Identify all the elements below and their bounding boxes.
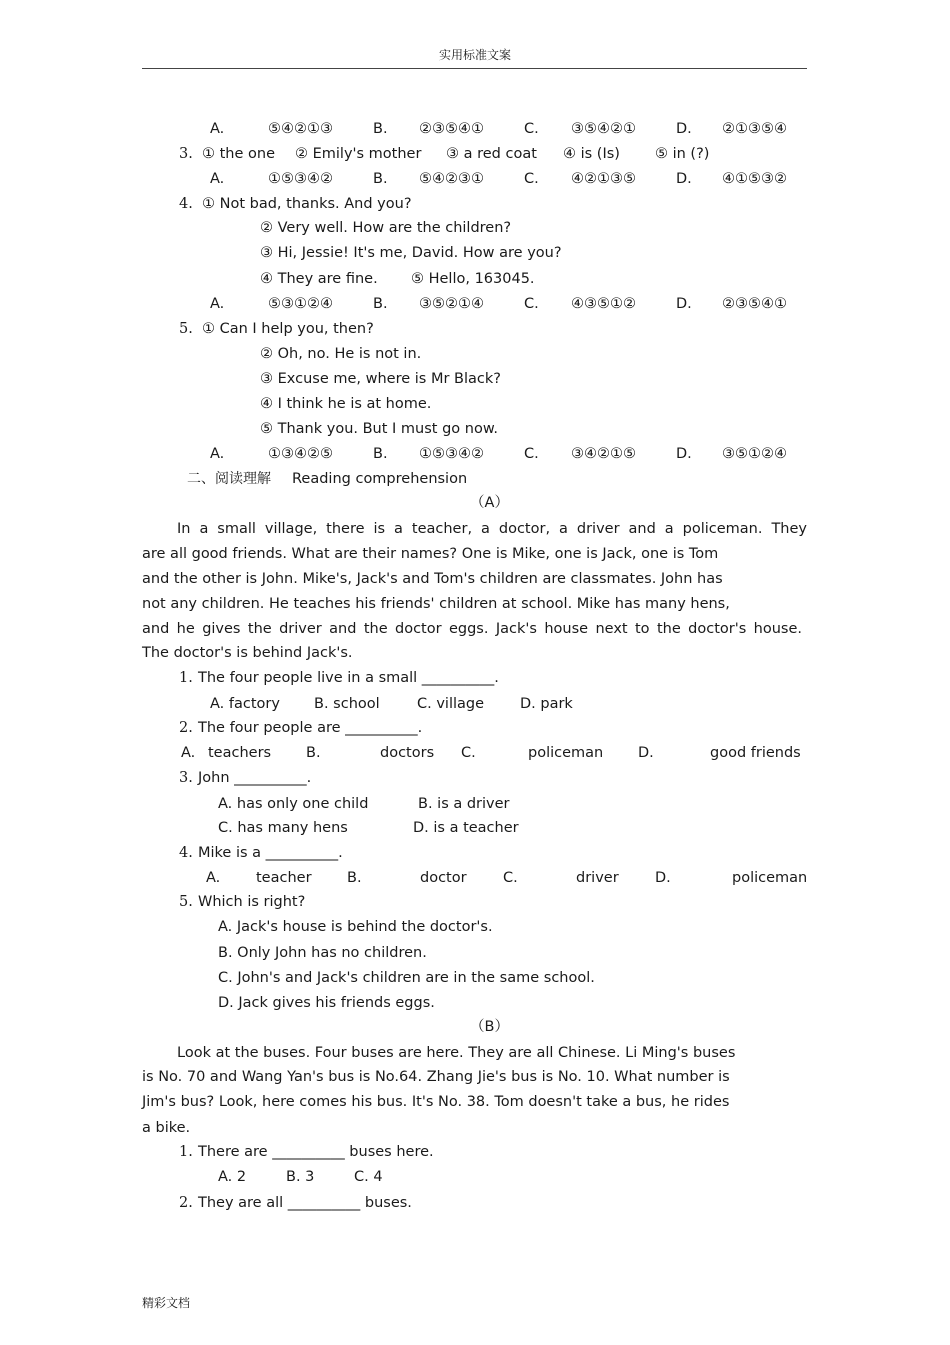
section-title-en: Reading comprehension	[292, 471, 468, 487]
answer-option-text: good friends	[710, 745, 801, 761]
option-value: ⑤③①②④	[268, 296, 333, 312]
option-label: A.	[210, 121, 225, 137]
question-stem: There are __________ buses here.	[198, 1144, 434, 1160]
q3-item: ① the one	[202, 146, 275, 162]
dialogue-line: ② Oh, no. He is not in.	[260, 346, 422, 362]
question-stem: The four people are __________.	[198, 720, 423, 736]
dialogue-line: ① Not bad, thanks. And you?	[202, 196, 412, 212]
option-value: ②③⑤④①	[419, 121, 484, 137]
passage-line: Look at the buses. Four buses are here. They are all Chinese. Li Ming's buses	[177, 1045, 736, 1061]
passage-line: and the other is John. Mike's, Jack's and Tom's children are classmates. John has	[142, 571, 723, 587]
option-label: B.	[373, 171, 388, 187]
option-label: C.	[524, 446, 539, 462]
passage-a-label: （A）	[470, 495, 509, 511]
passage-line: are all good friends. What are their names? One is Mike, one is Jack, one is Tom	[142, 546, 719, 562]
answer-option-text: policeman	[528, 745, 604, 761]
question-number: 2.	[179, 1195, 193, 1211]
dialogue-line: ④ They are fine.	[260, 271, 378, 287]
question-number: 4.	[179, 196, 193, 212]
option-value: ③⑤④②①	[571, 121, 636, 137]
option-value: ④③⑤①②	[571, 296, 636, 312]
answer-option-label: A.	[206, 870, 221, 886]
option-value: ①⑤③④②	[419, 446, 484, 462]
passage-line: not any children. He teaches his friends' children at school. Mike has many hens,	[142, 596, 730, 612]
answer-option: A. 2	[218, 1169, 247, 1185]
option-label: D.	[676, 296, 692, 312]
answer-option-label: D.	[638, 745, 654, 761]
page-header: 实用标准文案	[438, 48, 511, 62]
option-value: ④②①③⑤	[571, 171, 636, 187]
question-stem: John __________.	[198, 770, 312, 786]
dialogue-line: ⑤ Thank you. But I must go now.	[260, 421, 498, 437]
q3-item: ⑤ in (?)	[655, 146, 710, 162]
question-number: 5.	[179, 321, 193, 337]
question-number: 5.	[179, 894, 193, 910]
option-value: ⑤④②①③	[268, 121, 333, 137]
answer-option: B. is a driver	[418, 796, 510, 812]
answer-option: B. 3	[286, 1169, 315, 1185]
answer-option-label: D.	[655, 870, 671, 886]
option-label: B.	[373, 296, 388, 312]
passage-line: is No. 70 and Wang Yan's bus is No.64. Zhang Jie's bus is No. 10. What number is	[142, 1069, 730, 1085]
option-value: ⑤④②③①	[419, 171, 484, 187]
answer-option: A. Jack's house is behind the doctor's.	[218, 919, 493, 935]
answer-option-label: B.	[306, 745, 321, 761]
answer-option: A. factory	[210, 696, 280, 712]
option-label: D.	[676, 121, 692, 137]
q3-item: ④ is (Is)	[563, 146, 620, 162]
option-label: D.	[676, 446, 692, 462]
answer-option: B. school	[314, 696, 380, 712]
question-number: 2.	[179, 720, 193, 736]
question-number: 1.	[179, 1144, 193, 1160]
option-value: ①⑤③④②	[268, 171, 333, 187]
passage-line: Jim's bus? Look, here comes his bus. It's No. 38. Tom doesn't take a bus, he rides	[142, 1094, 730, 1110]
answer-option-label: C.	[461, 745, 476, 761]
dialogue-line: ④ I think he is at home.	[260, 396, 432, 412]
header-rule	[142, 68, 807, 69]
q3-item: ③ a red coat	[446, 146, 537, 162]
question-stem: They are all __________ buses.	[198, 1195, 412, 1211]
section-title-cn: 二、阅读理解	[187, 471, 271, 487]
answer-option-text: driver	[576, 870, 619, 886]
option-value: ④①⑤③②	[722, 171, 787, 187]
answer-option: D. park	[520, 696, 573, 712]
q3-item: ② Emily's mother	[295, 146, 422, 162]
answer-option: C. John's and Jack's children are in the same school.	[218, 970, 595, 986]
answer-option-text: policeman	[732, 870, 808, 886]
option-value: ①③④②⑤	[268, 446, 333, 462]
answer-option: C. has many hens	[218, 820, 348, 836]
option-value: ③④②①⑤	[571, 446, 636, 462]
option-value: ③⑤②①④	[419, 296, 484, 312]
dialogue-line: ⑤ Hello, 163045.	[411, 271, 535, 287]
question-number: 3.	[179, 770, 193, 786]
question-stem: The four people live in a small __________.	[198, 670, 499, 686]
answer-option-text: doctors	[380, 745, 435, 761]
question-stem: Which is right?	[198, 894, 306, 910]
option-label: C.	[524, 171, 539, 187]
answer-option-text: teachers	[208, 745, 272, 761]
answer-option: A. has only one child	[218, 796, 369, 812]
option-label: A.	[210, 296, 225, 312]
dialogue-line: ③ Excuse me, where is Mr Black?	[260, 371, 501, 387]
option-label: A.	[210, 171, 225, 187]
dialogue-line: ② Very well. How are the children?	[260, 220, 512, 236]
answer-option: D. Jack gives his friends eggs.	[218, 995, 435, 1011]
passage-line: and he gives the driver and the doctor eggs. Jack's house next to the doctor's house.	[142, 621, 802, 637]
passage-line: a bike.	[142, 1120, 191, 1136]
page-footer: 精彩文档	[142, 1296, 191, 1310]
question-stem: Mike is a __________.	[198, 845, 343, 861]
question-number: 4.	[179, 845, 193, 861]
option-value: ②①③⑤④	[722, 121, 787, 137]
passage-b-label: （B）	[470, 1019, 509, 1035]
answer-option: C. 4	[354, 1169, 383, 1185]
passage-line: In a small village, there is a teacher, a doctor, a driver and a policeman. They	[177, 521, 807, 537]
option-value: ③⑤①②④	[722, 446, 787, 462]
answer-option-label: A.	[181, 745, 196, 761]
answer-option-text: doctor	[420, 870, 467, 886]
answer-option-label: C.	[503, 870, 518, 886]
answer-option: B. Only John has no children.	[218, 945, 427, 961]
option-label: A.	[210, 446, 225, 462]
answer-option-label: B.	[347, 870, 362, 886]
option-value: ②③⑤④①	[722, 296, 787, 312]
answer-option-text: teacher	[256, 870, 312, 886]
dialogue-line: ① Can I help you, then?	[202, 321, 374, 337]
answer-option: C. village	[417, 696, 485, 712]
option-label: B.	[373, 446, 388, 462]
question-number: 3.	[179, 146, 193, 162]
option-label: B.	[373, 121, 388, 137]
option-label: C.	[524, 121, 539, 137]
option-label: C.	[524, 296, 539, 312]
option-label: D.	[676, 171, 692, 187]
answer-option: D. is a teacher	[413, 820, 519, 836]
dialogue-line: ③ Hi, Jessie! It's me, David. How are you?	[260, 245, 562, 261]
question-number: 1.	[179, 670, 193, 686]
passage-line: The doctor's is behind Jack's.	[142, 645, 353, 661]
